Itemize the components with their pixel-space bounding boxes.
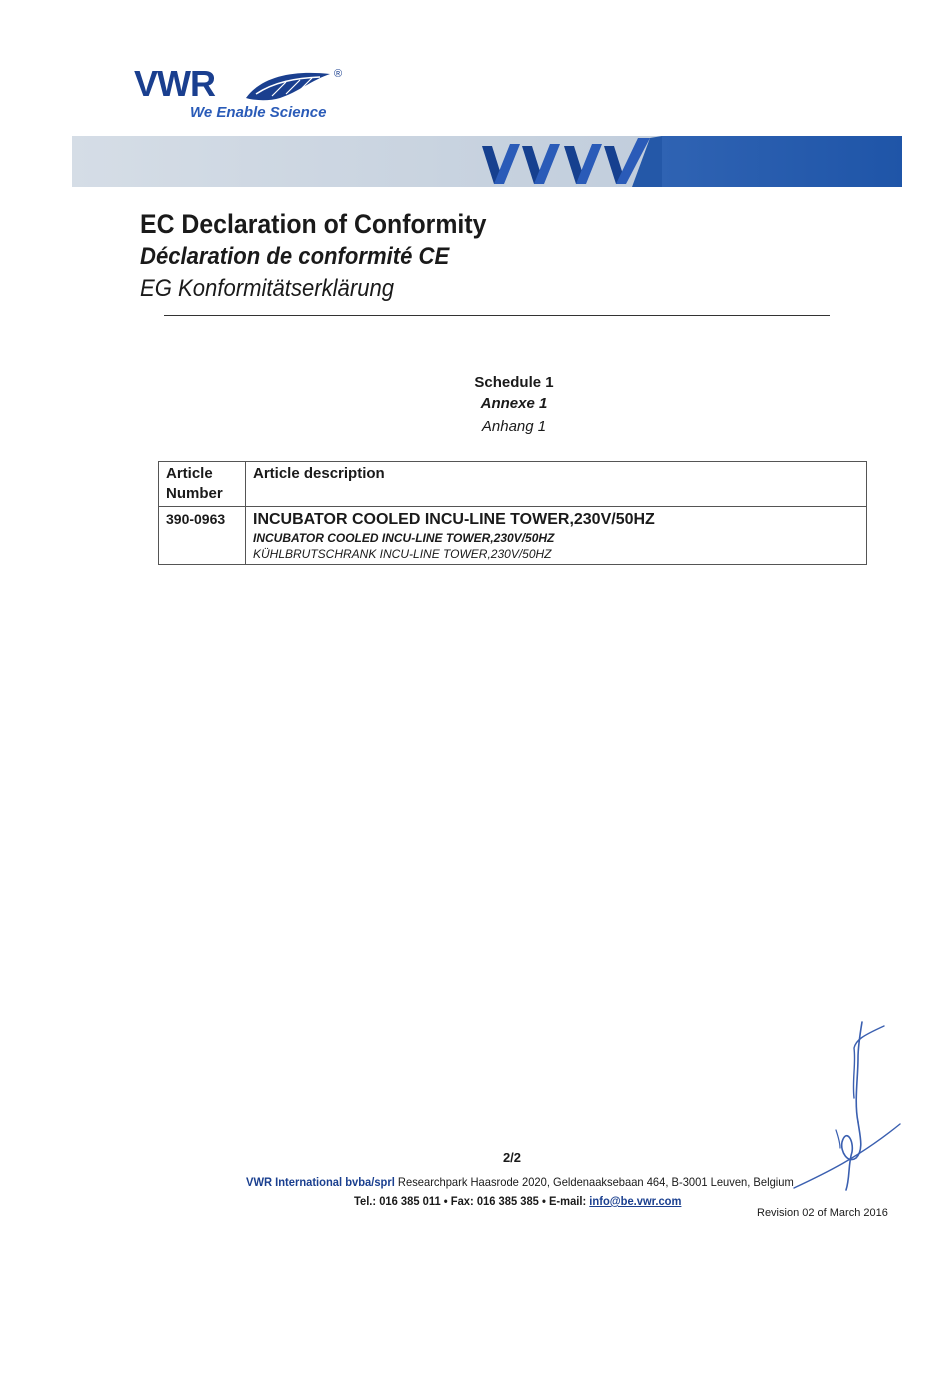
header-article-number: Article Number <box>159 462 246 507</box>
article-table <box>158 461 867 565</box>
description-german: KÜHLBRUTSCHRANK INCU-LINE TOWER,230V/50HZ <box>253 547 552 561</box>
title-divider <box>164 315 830 316</box>
footer-company: VWR International bvba/sprl <box>246 1175 395 1189</box>
vwr-logo <box>134 63 354 126</box>
footer-contact-line <box>354 1194 681 1208</box>
logo-tagline: We Enable Science <box>190 104 327 121</box>
page-title-german: EG Konformitätserklärung <box>140 275 395 302</box>
footer-contact: Tel.: 016 385 011 • Fax: 016 385 385 • E-mail: <box>354 1194 590 1208</box>
logo-brand-text: VWR <box>134 63 215 104</box>
schedule-heading <box>380 372 648 437</box>
description-french: INCUBATOR COOLED INCU-LINE TOWER,230V/50HZ <box>253 531 555 545</box>
footer-address-line <box>246 1175 794 1189</box>
page-title: EC Declaration of Conformity <box>140 209 487 239</box>
article-description-cell <box>246 507 867 565</box>
page-number: 2/2 <box>502 1150 522 1165</box>
header-article-description: Article description <box>246 462 867 507</box>
description-english: INCUBATOR COOLED INCU-LINE TOWER,230V/50HZ <box>253 511 655 528</box>
signature-icon <box>788 1018 908 1198</box>
schedule-label-french: Annexe 1 <box>480 395 548 412</box>
schedule-label: Schedule 1 <box>474 374 554 391</box>
table-header-row <box>159 462 867 507</box>
schedule-label-german: Anhang 1 <box>481 418 547 435</box>
header-banner <box>72 136 902 187</box>
page-title-french: Déclaration de conformité CE <box>140 243 450 270</box>
footer-email-link[interactable]: info@be.vwr.com <box>589 1194 682 1208</box>
logo-leaf-icon <box>242 70 334 102</box>
registered-mark: ® <box>334 68 343 80</box>
table-row <box>159 507 867 565</box>
footer-address: Researchpark Haasrode 2020, Geldenaaksebaan 464, B-3001 Leuven, Belgium <box>394 1175 794 1189</box>
article-number-cell: 390-0963 <box>159 507 246 565</box>
declaration-titles <box>140 207 517 305</box>
revision-note: Revision 02 of March 2016 <box>757 1207 888 1219</box>
